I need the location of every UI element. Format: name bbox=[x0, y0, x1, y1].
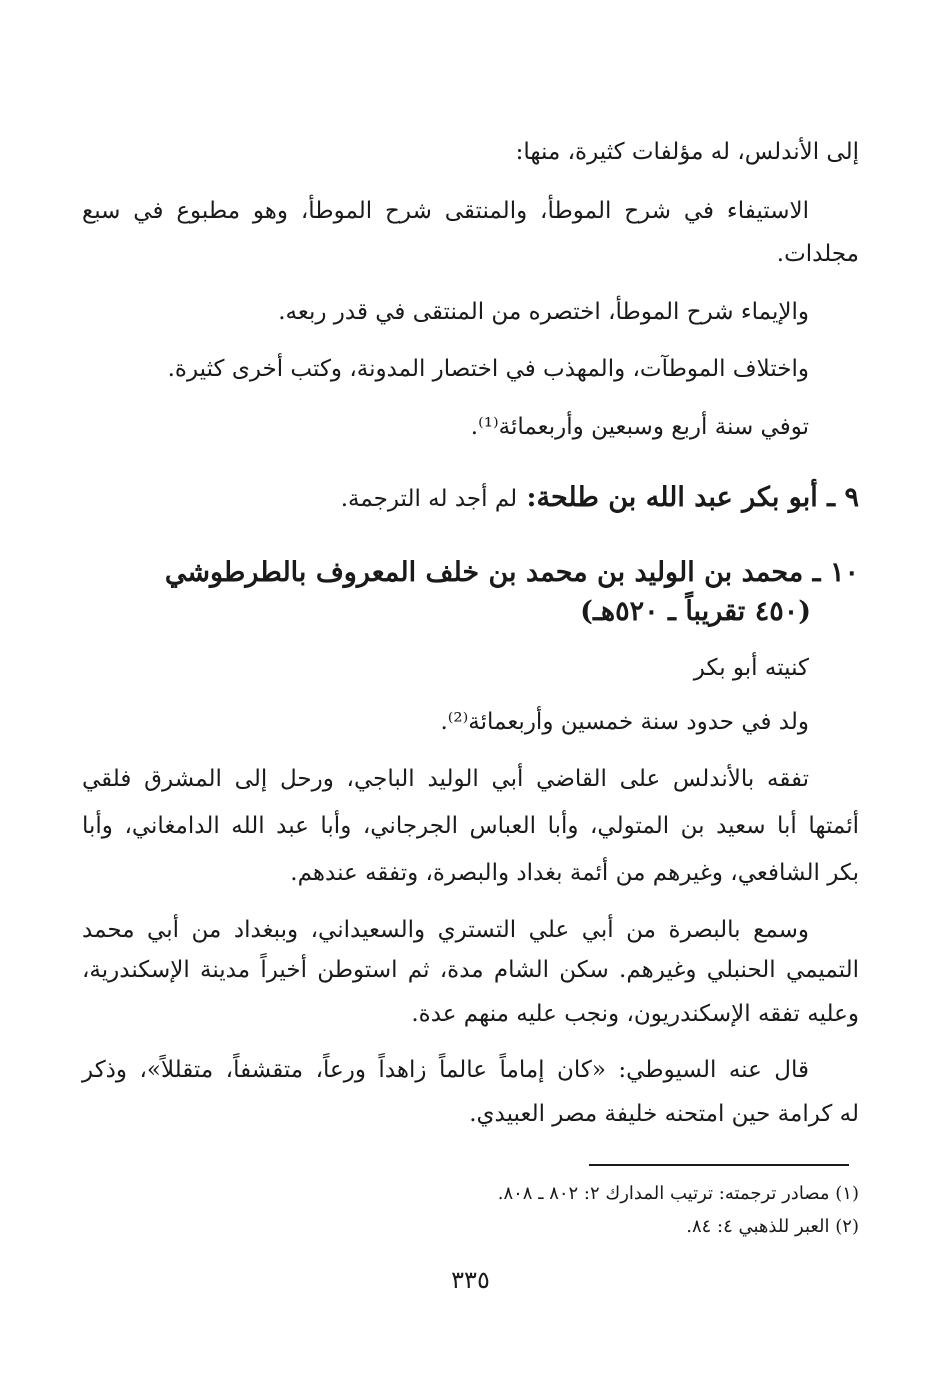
footnote-2: (٢) العبر للذهبي ٤: ٨٤. bbox=[686, 1216, 859, 1237]
entry-10-title: ١٠ ـ محمد بن الوليد بن محمد بن خلف المعروف بالطرطوشي bbox=[164, 557, 859, 588]
entry-9-name: ٩ ـ أبو بكر عبد الله بن طلحة: bbox=[526, 482, 859, 513]
page-number: ٣٣٥ bbox=[451, 1266, 490, 1294]
paragraph-line: بكر الشافعي، وغيرهم من أئمة بغداد والبصرة، وتفقه عندهم. bbox=[290, 860, 859, 886]
paragraph-line: قال عنه السيوطي: «كان إماماً عالماً زاهداً ورعاً، متقشفاً، متقللاً»، وذكر bbox=[82, 1057, 809, 1083]
paragraph-line: تفقه بالأندلس على القاضي أبي الوليد الباجي، ورحل إلى المشرق فلقي bbox=[82, 766, 809, 792]
paragraph-line: التميمي الحنبلي وغيرهم. سكن الشام مدة، ثم استوطن أخيراً مدينة الإسكندرية، bbox=[82, 957, 859, 983]
entry-10-kunya: كنيته أبو بكر bbox=[693, 655, 809, 681]
paragraph-line: وسمع بالبصرة من أبي علي التستري والسعيداني، وببغداد من أبي محمد bbox=[82, 917, 809, 943]
entry-10-birth: ولد في حدود سنة خمسين وأربعمائة⁽²⁾. bbox=[440, 709, 809, 735]
text-line: مجلدات. bbox=[776, 241, 859, 267]
paragraph-line: أئمتها أبا سعيد بن المتولي، وأبا العباس الجرجاني، وأبا عبد الله الدامغاني، وأبا bbox=[82, 813, 859, 839]
text-line: واختلاف الموطآت، والمهذب في اختصار المدونة، وكتب أخرى كثيرة. bbox=[167, 356, 809, 382]
entry-9-note: لم أجد له الترجمة. bbox=[340, 486, 518, 512]
paragraph-line: وعليه تفقه الإسكندريون، ونجب عليه منهم عدة. bbox=[411, 1001, 859, 1027]
entry-9-heading bbox=[82, 480, 859, 517]
footnote-separator bbox=[589, 1164, 849, 1166]
text-line: والإيماء شرح الموطأ، اختصره من المنتقى في قدر ربعه. bbox=[278, 299, 809, 325]
text-line: إلى الأندلس، له مؤلفات كثيرة، منها: bbox=[515, 139, 859, 165]
text-line: توفي سنة أربع وسبعين وأربعمائة⁽¹⁾. bbox=[470, 414, 809, 440]
paragraph-line: له كرامة حين امتحنه خليفة مصر العبيدي. bbox=[469, 1101, 859, 1127]
entry-10-dates: (٤٥٠ تقريباً ـ ٥٢٠هـ) bbox=[580, 596, 811, 627]
text-line: الاستيفاء في شرح الموطأ، والمنتقى شرح الموطأ، وهو مطبوع في سبع bbox=[82, 198, 809, 224]
footnote-1: (١) مصادر ترجمته: ترتيب المدارك ٢: ٨٠٢ ـ ٨٠٨. bbox=[497, 1183, 859, 1204]
